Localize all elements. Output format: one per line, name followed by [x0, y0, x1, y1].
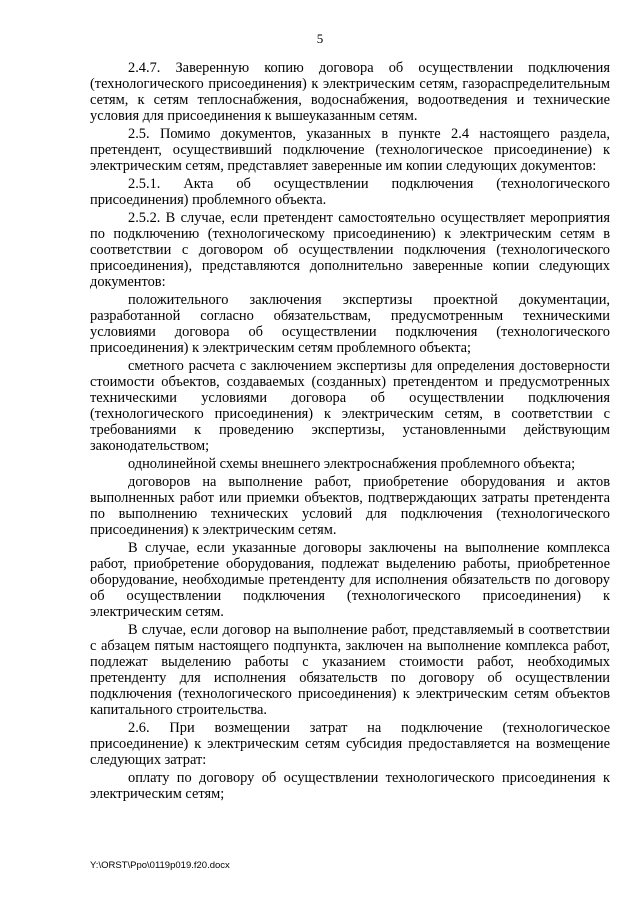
footer-file-path: Y:\ORST\Ppo\0119p019.f20.docx	[90, 860, 230, 871]
list-item-work-contracts: договоров на выполнение работ, приобретение оборудования и актов выполненных работ или приемки объектов, подтверждающих затраты претендента по выполнению технических условий для подключения (технологического присоединения) к электрическим сетям.	[90, 474, 610, 538]
paragraph-2-5-2: 2.5.2. В случае, если претендент самостоятельно осуществляет мероприятия по подключению (технологическому присоединению) к электрическим сетям в соответствии с договором об осуществлении подключения (технологического присоединения), представляются дополнительно заверенные копии следующих документов:	[90, 210, 610, 290]
list-item-payment-contract: оплату по договору об осуществлении технологического присоединения к электрическим сетям;	[90, 770, 610, 802]
list-item-estimate-calculation: сметного расчета с заключением экспертизы для определения достоверности стоимости объектов, создаваемых (созданных) претендентом и предусмотренных техническими условиями договора об осуществлении подключения (технологического присоединения) к электрическим сетям, в соответствии с требованиями к проведению экспертизы, установленными действующим законодательством;	[90, 358, 610, 454]
list-item-single-line-diagram: однолинейной схемы внешнего электроснабжения проблемного объекта;	[128, 456, 576, 472]
list-item-expertise-conclusion: положительного заключения экспертизы проектной документации, разработанной согласно обязательствам, предусмотренным техническими условиями договора об осуществлении подключения (технологического присоединения) к электрическим сетям проблемного объекта;	[90, 292, 610, 356]
page-number: 5	[316, 31, 324, 46]
paragraph-2-5-1: 2.5.1. Акта об осуществлении подключения (технологического присоединения) проблемного объекта.	[90, 176, 610, 208]
paragraph-2-5: 2.5. Помимо документов, указанных в пункте 2.4 настоящего раздела, претендент, осуществивший подключение (технологическое присоединение) к электрическим сетям, представляет заверенные им копии следующих документов:	[90, 126, 610, 174]
paragraph-2-4-7: 2.4.7. Заверенную копию договора об осуществлении подключения (технологического присоединения) к электрическим сетям, газораспределительным сетям, к сетям теплоснабжения, водоснабжения, водоотведения и технические условия для присоединения к вышеуказанным сетям.	[90, 60, 610, 124]
paragraph-single-contract: В случае, если договор на выполнение работ, представляемый в соответствии с абзацем пятым настоящего подпункта, заключен на выполнение комплекса работ, подлежат выделению работы с указанием стоимости работ, необходимых претенденту для исполнения обязательств по договору об осуществлении подключения (технологического присоединения) к электрическим сетям объектов капитального строительства.	[90, 622, 610, 718]
paragraph-2-6: 2.6. При возмещении затрат на подключение (технологическое присоединение) к электрическим сетям субсидия предоставляется на возмещение следующих затрат:	[90, 720, 610, 768]
document-body	[90, 60, 610, 804]
paragraph-complex-contracts: В случае, если указанные договоры заключены на выполнение комплекса работ, приобретение оборудования, подлежат выделению работы, приобретенное оборудование, необходимые претенденту для исполнения обязательств по договору об осуществлении подключения (технологического присоединения) к электрическим сетям.	[90, 540, 610, 620]
